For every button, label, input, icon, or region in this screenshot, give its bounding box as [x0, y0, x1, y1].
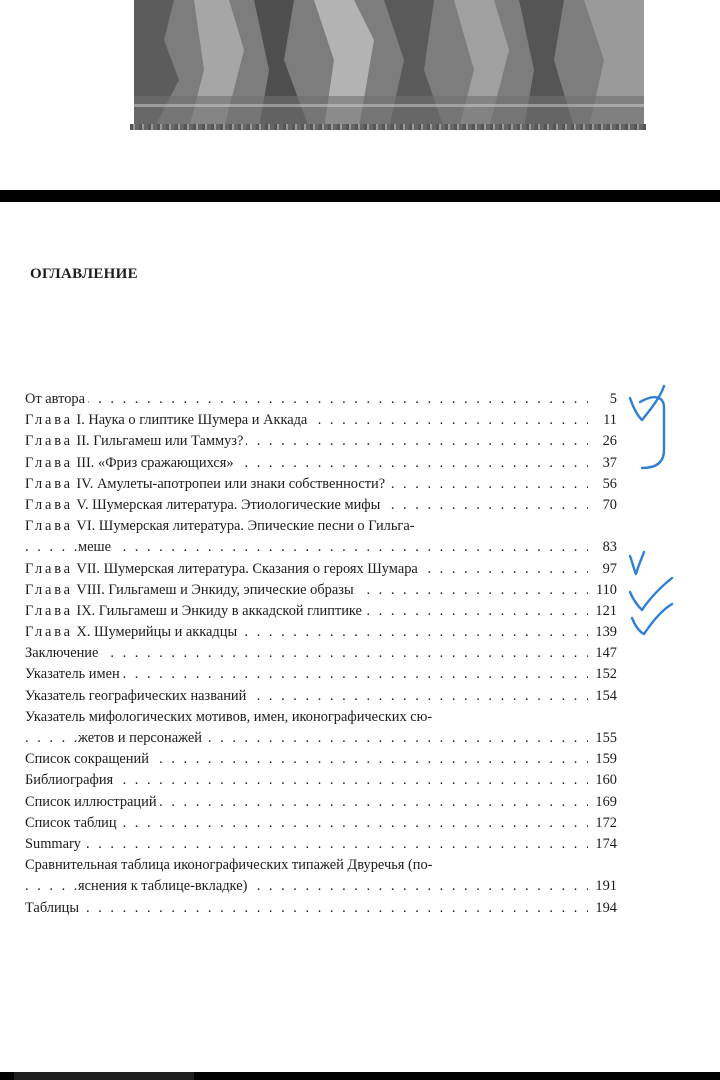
toc-entry-label: [25, 497, 383, 513]
check-mark-icon: [630, 386, 664, 420]
toc-entry-label: [25, 900, 82, 916]
toc-entry-text: Указатель мифологических мотивов, имен, иконографических сю-: [25, 708, 433, 725]
chapter-prefix: Глава: [25, 518, 73, 535]
dot-leader: [25, 389, 617, 410]
toc-entry-label: [25, 836, 84, 852]
toc-page-number: 152: [588, 664, 617, 685]
toc-entry: [25, 664, 617, 685]
bottom-bar-segment: [14, 1072, 194, 1080]
toc-entry: [25, 686, 617, 707]
toc-entry-text: IV. Амулеты-апотропеи или знаки собственности?: [76, 475, 386, 492]
toc-page-number: 154: [588, 686, 617, 707]
toc-entry: [25, 876, 617, 897]
toc-page-number: 110: [588, 580, 617, 601]
toc-entry-text: Список иллюстраций: [25, 793, 157, 810]
toc-entry-text: Список таблиц: [25, 814, 117, 831]
toc-page-number: 26: [588, 431, 617, 452]
toc-entry-label: [25, 391, 88, 407]
toc-entry: [25, 537, 617, 558]
handwritten-annotations: [620, 380, 720, 640]
toc-entry-label: [25, 857, 435, 873]
page-divider-bar: [0, 190, 720, 202]
toc-entry-text: Summary: [25, 835, 81, 852]
toc-page-number: 83: [588, 537, 617, 558]
toc-entry-text: жетов и персонажей: [78, 730, 202, 746]
toc-entry-label: [25, 624, 240, 640]
toc-entry: [25, 601, 617, 622]
toc-page-number: 172: [588, 813, 617, 834]
toc-entry: [25, 389, 617, 410]
toc-entry-text: IX. Гильгамеш и Энкиду в аккадской глиптике: [76, 602, 362, 619]
toc-entry: [25, 834, 617, 855]
toc-entry-label: [25, 688, 249, 704]
toc-entry-text: V. Шумерская литература. Этиологические мифы: [76, 496, 381, 513]
toc-page-number: 56: [588, 474, 617, 495]
toc-entry-text: Заключение: [25, 645, 99, 662]
toc-entry-label: [78, 878, 250, 894]
toc-entry-label: [25, 815, 120, 831]
toc-page-number: 160: [588, 770, 617, 791]
toc-entry-text: Сравнительная таблица иконографических типажей Двуречья (по-: [25, 857, 433, 874]
toc-page-number: 5: [588, 389, 617, 410]
toc-entry: [25, 707, 617, 728]
toc-page-number: 169: [588, 792, 617, 813]
toc-entry-text: Таблицы: [25, 899, 80, 916]
toc-entry-text: Указатель географических названий: [25, 687, 247, 704]
chapter-prefix: Глава: [25, 624, 73, 641]
toc-entry-text: VI. Шумерская литература. Эпические песни о Гильга-: [76, 518, 415, 535]
toc-page-number: 147: [588, 643, 617, 664]
toc-entry-text: X. Шумерийцы и аккадцы: [76, 624, 238, 641]
toc-entry-text: VII. Шумерская литература. Сказания о героях Шумара: [76, 560, 418, 577]
tick-mark-icon: [630, 552, 644, 574]
toc-entry: [25, 728, 617, 749]
toc-page-number: 194: [588, 898, 617, 919]
toc-entry-label: [78, 539, 114, 555]
toc-entry-label: [25, 476, 388, 492]
chapter-prefix: Глава: [25, 433, 73, 450]
toc-page-number: 37: [588, 453, 617, 474]
toc-entry-text: I. Наука о глиптике Шумера и Аккада: [76, 412, 308, 429]
toc-entry-label: [25, 772, 116, 788]
toc-entry-label: [25, 412, 310, 428]
toc-entry: [25, 749, 617, 770]
toc-entry: [25, 855, 617, 876]
double-check-mark-icon: [630, 578, 672, 610]
chapter-prefix: Глава: [25, 475, 73, 492]
toc-entry: [25, 792, 617, 813]
toc-entry-label: [25, 603, 365, 619]
toc-entry-text: яснения к таблице-вкладке): [78, 878, 248, 895]
chapter-prefix: Глава: [25, 412, 73, 429]
chapter-prefix: Глава: [25, 560, 73, 577]
toc-entry-text: Указатель имен: [25, 666, 120, 683]
toc-entry: [25, 431, 617, 452]
toc-entry: [25, 580, 617, 601]
toc-entry: [25, 453, 617, 474]
toc-page-number: 174: [588, 834, 617, 855]
chapter-prefix: Глава: [25, 581, 73, 598]
dot-leader: [25, 898, 617, 919]
toc-entry-label: [25, 645, 101, 661]
toc-page-number: 11: [588, 410, 617, 431]
toc-entry-text: Список сокращений: [25, 751, 149, 768]
toc-entry-text: III. «Фриз сражающихся»: [76, 454, 234, 471]
toc-entry: [25, 898, 617, 919]
toc-entry: [25, 559, 617, 580]
chapter-prefix: Глава: [25, 496, 73, 513]
toc-entry-label: [78, 730, 205, 746]
toc-page-number: 139: [588, 622, 617, 643]
toc-entry-label: [25, 455, 237, 471]
toc-entry-label: [25, 794, 160, 810]
toc-entry: [25, 410, 617, 431]
toc-entry: [25, 643, 617, 664]
toc-entry-label: [25, 582, 357, 598]
page-title: ОГЛАВЛЕНИЕ: [30, 266, 138, 282]
dot-leader: [25, 643, 617, 664]
toc-entry-text: VIII. Гильгамеш и Энкиду, эпические образы: [76, 581, 354, 598]
toc-page-number: 97: [588, 559, 617, 580]
toc-page-number: 121: [588, 601, 617, 622]
toc-entry-label: [25, 709, 435, 725]
toc-entry-label: [25, 666, 123, 682]
toc-entry: [25, 770, 617, 791]
toc-page-number: 191: [588, 876, 617, 897]
toc-entry: [25, 516, 617, 537]
photo-bottom-edge: [130, 124, 646, 130]
toc-entry-text: II. Гильгамеш или Таммуз?: [76, 433, 244, 450]
seal-impression-photo: [134, 0, 644, 128]
toc-entry-label: [25, 518, 418, 534]
toc-entry-label: [25, 433, 246, 449]
toc-entry: [25, 813, 617, 834]
toc-entry-text: Библиография: [25, 772, 114, 789]
toc-entry-text: От автора: [25, 391, 85, 407]
toc-page-number: 159: [588, 749, 617, 770]
toc-entry: [25, 622, 617, 643]
toc-entry: [25, 495, 617, 516]
toc-page-number: 70: [588, 495, 617, 516]
toc-entry: [25, 474, 617, 495]
chapter-prefix: Глава: [25, 454, 73, 471]
toc-entry-label: [25, 561, 421, 577]
toc-entry-label: [25, 751, 152, 767]
toc-entry-text: меше: [78, 539, 111, 556]
dot-leader: [25, 834, 617, 855]
toc-page-number: 155: [588, 728, 617, 749]
chapter-prefix: Глава: [25, 602, 73, 619]
table-of-contents: [25, 389, 617, 919]
